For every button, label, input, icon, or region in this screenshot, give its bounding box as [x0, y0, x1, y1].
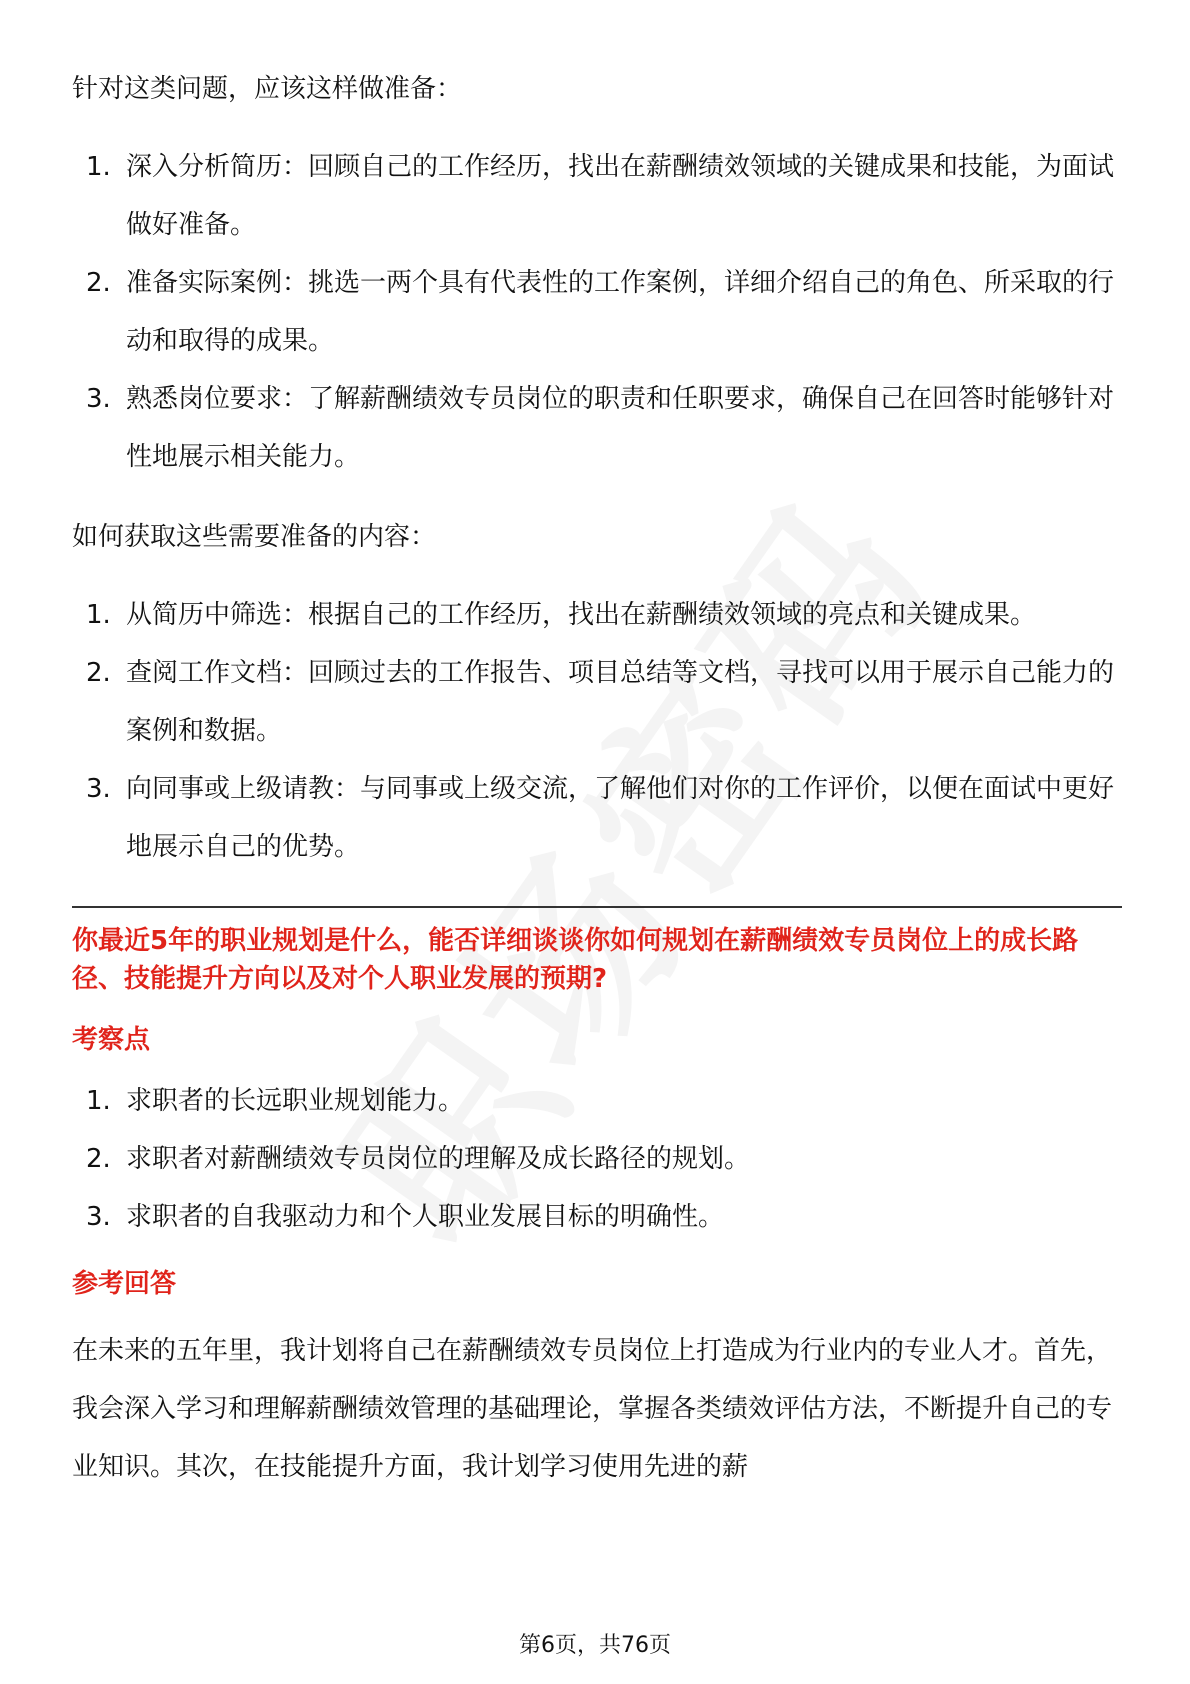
list-text: 深入分析简历：回顾自己的工作经历，找出在薪酬绩效领域的关键成果和技能，为面试做好准备。	[126, 152, 1115, 240]
list-text: 求职者的长远职业规划能力。	[126, 1086, 465, 1116]
page-number: 第6页，共76页	[519, 1633, 671, 1658]
interview-question: 你最近5年的职业规划是什么，能否详细谈谈你如何规划在薪酬绩效专员岗位上的成长路径、技能提升方向以及对个人职业发展的预期?	[72, 926, 1079, 994]
check-points-list	[72, 1072, 1122, 1246]
page-content	[72, 60, 1122, 1496]
list-item	[72, 1188, 1122, 1246]
list-number: 3.	[86, 1202, 111, 1232]
list-item	[72, 254, 1122, 370]
how-intro: 如何获取这些需要准备的内容：	[72, 522, 437, 552]
check-points-heading: 考察点	[72, 1025, 151, 1055]
section-divider	[72, 906, 1122, 908]
list-item	[72, 370, 1122, 486]
list-text: 求职者对薪酬绩效专员岗位的理解及成长路径的规划。	[126, 1144, 751, 1174]
list-number: 1.	[86, 600, 111, 630]
prep-intro: 针对这类问题，应该这样做准备：	[72, 74, 463, 104]
list-text: 向同事或上级请教：与同事或上级交流，了解他们对你的工作评价，以便在面试中更好地展示自己的优势。	[126, 774, 1115, 862]
list-item	[72, 138, 1122, 254]
reference-answer-heading: 参考回答	[72, 1269, 177, 1299]
list-text: 熟悉岗位要求：了解薪酬绩效专员岗位的职责和任职要求，确保自己在回答时能够针对性地展示相关能力。	[126, 384, 1115, 472]
reference-answer-text: 在未来的五年里，我计划将自己在薪酬绩效专员岗位上打造成为行业内的专业人才。首先，我会深入学习和理解薪酬绩效管理的基础理论，掌握各类绩效评估方法，不断提升自己的专业知识。其次，在技能提升方面，我计划学习使用先进的薪	[72, 1336, 1113, 1482]
list-text: 准备实际案例：挑选一两个具有代表性的工作案例，详细介绍自己的角色、所采取的行动和取得的成果。	[126, 268, 1115, 356]
list-item	[72, 760, 1122, 876]
list-number: 1.	[86, 1086, 111, 1116]
list-item	[72, 1130, 1122, 1188]
list-number: 3.	[86, 774, 111, 804]
list-number: 1.	[86, 152, 111, 182]
list-item	[72, 644, 1122, 760]
list-text: 求职者的自我驱动力和个人职业发展目标的明确性。	[126, 1202, 725, 1232]
how-list	[72, 586, 1122, 876]
prep-list	[72, 138, 1122, 486]
list-number: 3.	[86, 384, 111, 414]
list-number: 2.	[86, 1144, 111, 1174]
list-text: 查阅工作文档：回顾过去的工作报告、项目总结等文档，寻找可以用于展示自己能力的案例和数据。	[126, 658, 1115, 746]
list-number: 2.	[86, 268, 111, 298]
list-item	[72, 586, 1122, 644]
list-item	[72, 1072, 1122, 1130]
list-text: 从简历中筛选：根据自己的工作经历，找出在薪酬绩效领域的亮点和关键成果。	[126, 600, 1037, 630]
list-number: 2.	[86, 658, 111, 688]
